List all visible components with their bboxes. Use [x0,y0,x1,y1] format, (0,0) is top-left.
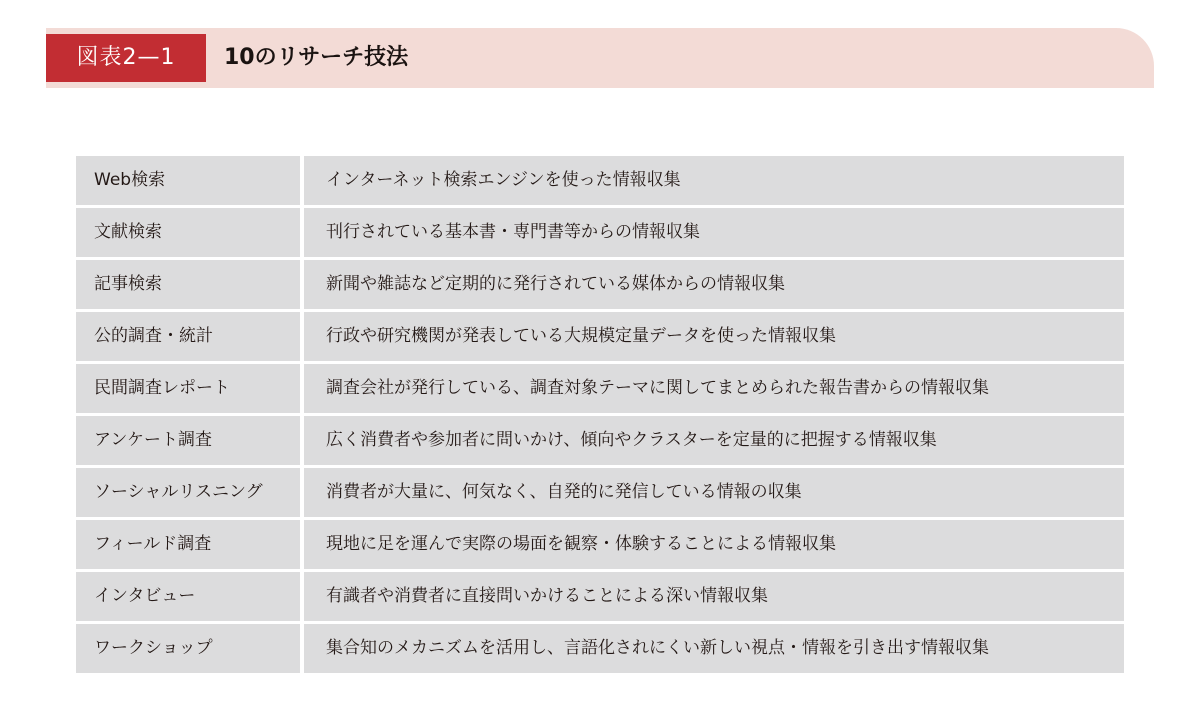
method-description: 有識者や消費者に直接問いかけることによる深い情報収集 [304,572,1124,621]
method-name: 民間調査レポート [76,364,300,413]
method-description: 行政や研究機関が発表している大規模定量データを使った情報収集 [304,312,1124,361]
table-row [76,156,1124,205]
header-bar [46,28,1154,88]
method-name: 文献検索 [76,208,300,257]
method-name: 記事検索 [76,260,300,309]
table-row [76,624,1124,673]
method-name: 公的調査・統計 [76,312,300,361]
method-name: フィールド調査 [76,520,300,569]
table-row [76,572,1124,621]
table-row [76,364,1124,413]
method-description: インターネット検索エンジンを使った情報収集 [304,156,1124,205]
figure-title: 10のリサーチ技法 [224,45,409,70]
method-name: アンケート調査 [76,416,300,465]
method-name: Web検索 [76,156,300,205]
method-description: 調査会社が発行している、調査対象テーマに関してまとめられた報告書からの情報収集 [304,364,1124,413]
table-row [76,260,1124,309]
table-row [76,520,1124,569]
table-row [76,416,1124,465]
method-name: ワークショップ [76,624,300,673]
method-description: 刊行されている基本書・専門書等からの情報収集 [304,208,1124,257]
method-description: 広く消費者や参加者に問いかけ、傾向やクラスターを定量的に把握する情報収集 [304,416,1124,465]
table-row [76,468,1124,517]
research-methods-table [76,156,1124,676]
figure-label: 図表2—1 [46,34,206,82]
method-description: 現地に足を運んで実際の場面を観察・体験することによる情報収集 [304,520,1124,569]
method-description: 消費者が大量に、何気なく、自発的に発信している情報の収集 [304,468,1124,517]
table-row [76,312,1124,361]
method-description: 集合知のメカニズムを活用し、言語化されにくい新しい視点・情報を引き出す情報収集 [304,624,1124,673]
table-row [76,208,1124,257]
method-name: ソーシャルリスニング [76,468,300,517]
method-description: 新聞や雑誌など定期的に発行されている媒体からの情報収集 [304,260,1124,309]
method-name: インタビュー [76,572,300,621]
